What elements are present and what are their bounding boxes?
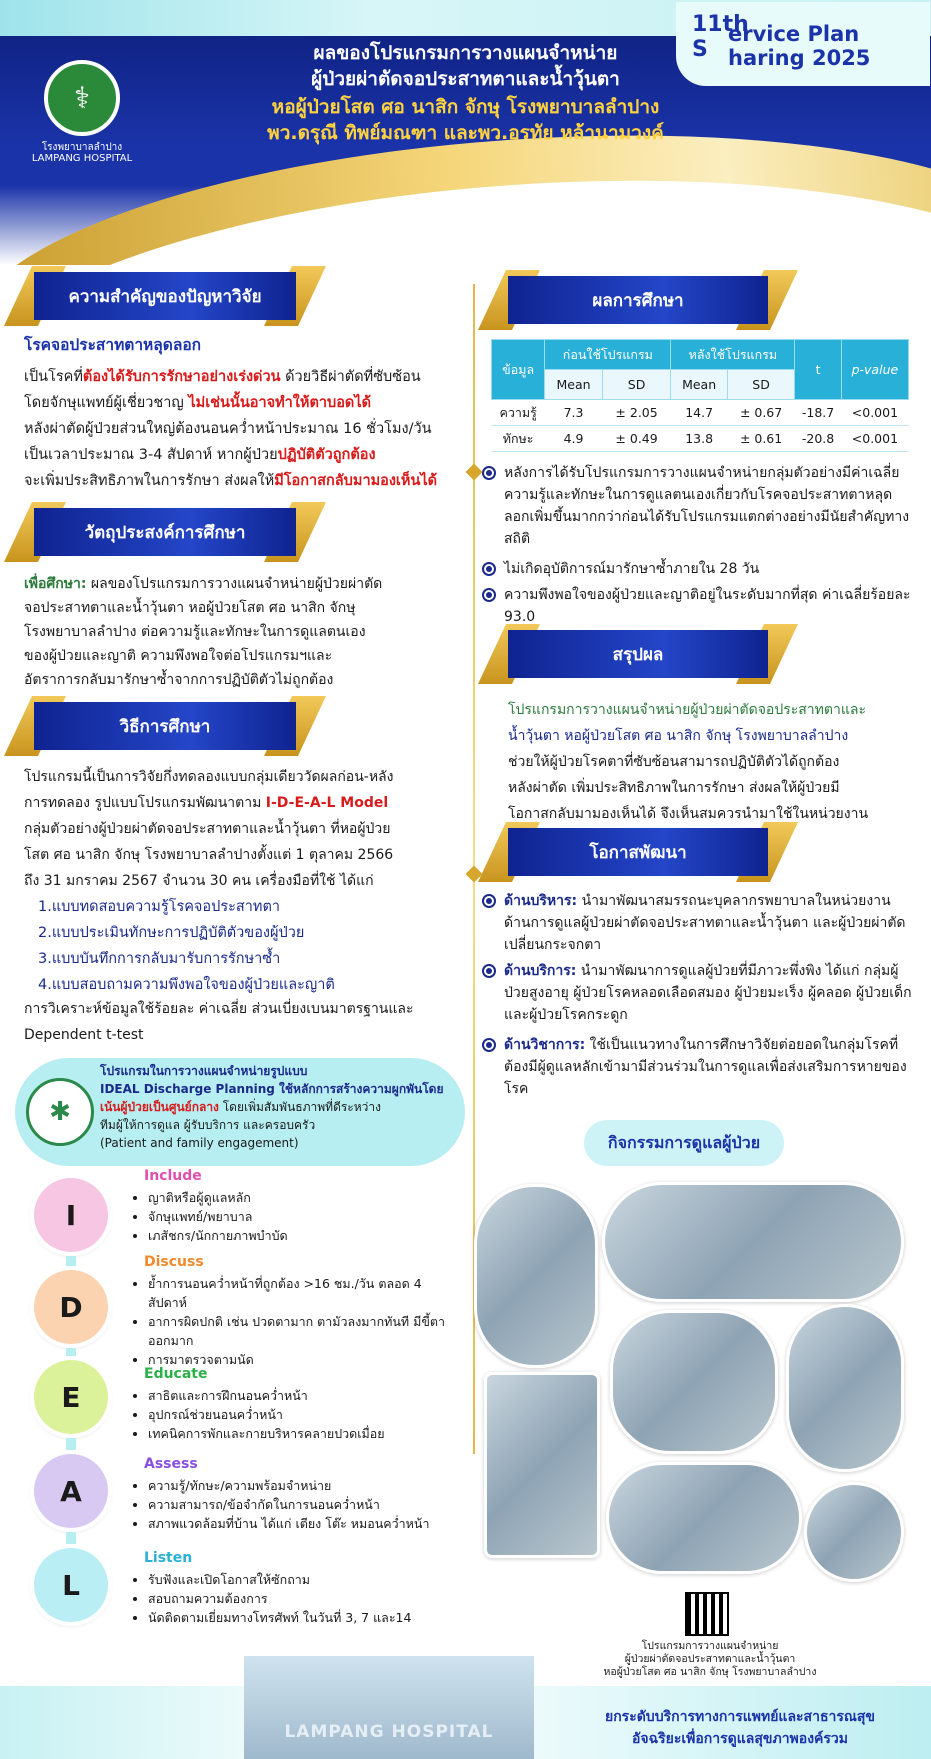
text: นำมาพัฒนาสมรรถนะบุคลากรพยาบาลในหน่วยงานด้านการดูแลผู้ป่วยผ่าตัดจอประสาทตาและน้ำวุ้นตา และผู้ป่วยผ่าตัดเปลี่ยนกระจกตา [504,893,906,953]
text: โดยจักษุแพทย์ผู้เชี่ยวชาญ [24,395,189,411]
table-cell: 4.9 [545,426,602,452]
bullet-icon [482,466,496,480]
list-item: • เทคนิคการพักและกายบริหารคลายปวดเมื่อย [148,1424,385,1443]
photo [602,1182,904,1302]
table-cell: ± 0.49 [602,426,671,452]
section-results [508,276,768,324]
text-red: เน้นผู้ป่วยเป็นศูนย์กลาง [100,1100,219,1114]
title-line-3: หอผู้ป่วยโสต ศอ นาสิก จักษุ โรงพยาบาลลำปาง [271,96,660,118]
col-after: หลังใช้โปรแกรม [671,340,795,370]
table-cell: -18.7 [795,400,841,426]
text: ใช้เป็นแนวทางในการศึกษาวิจัยต่อยอดในกลุ่มโรคที่ต้องมีผู้ดูแลหลักเข้ามามีส่วนร่วมในการดูแลเพื่อส่งเสริมการหายของโรค [504,1037,907,1097]
table-row [492,426,909,452]
hospital-name: LAMPANG HOSPITAL [284,1722,494,1742]
text: หลังผ่าตัด เพิ่มประสิทธิภาพในการรักษา ส่งผลให้ผู้ป่วยมี [508,780,840,796]
listen-items [132,1570,462,1627]
tools-list [38,894,335,998]
text: นำมาพัฒนาการดูแลผู้ป่วยที่มีภาวะพึ่งพิง ได้แก่ กลุ่มผู้ป่วยสูงอายุ ผู้ป่วยโรคหลอดเลือดสมอง ผู้ป่วยมะเร็ง ผู้คลอด ผู้ป่วยเด็ก และผู้ป่วยโรคกระดูก [504,963,912,1023]
photo [474,1184,598,1368]
text: จะเพิ่มประสิทธิภาพในการรักษา ส่งผลให้ [24,473,275,489]
table-cell: ความรู้ [492,400,545,426]
list-item: 3.แบบบันทึกการกลับมารับการรักษาซ้ำ [38,951,281,967]
text: อัจฉริยะเพื่อการดูแลสุขภาพองค์รวม [631,1731,848,1747]
text-red: I-D-E-A-L Model [265,795,389,811]
text: ด้านบริหาร: [504,893,578,909]
section-development [508,828,768,876]
list-item: • รับฟังและเปิดโอกาสให้ซักถาม [148,1570,462,1589]
phase-educate: Educate [144,1366,208,1382]
table-row [492,400,909,426]
text: เป็นโรคที่ [24,369,83,385]
photo [606,1462,802,1574]
sub-mean: Mean [671,370,727,400]
text: ด้านวิชาการ: [504,1037,586,1053]
text: โปรแกรมการวางแผนจำหน่ายผู้ป่วยผ่าตัดจอประสาทตาและ [508,702,866,718]
connector [66,1348,76,1360]
result-bullet [482,462,912,550]
educate-items [132,1386,385,1443]
bullet-icon [482,894,496,908]
footer-slogan [560,1706,920,1750]
list-item: • สภาพแวดล้อมที่บ้าน ได้แก่ เตียง โต๊ะ หมอนคว่ำหน้า [148,1514,462,1533]
text: ของผู้ป่วยและญาติ ความพึงพอใจต่อโปรแกรมฯและ [24,648,333,664]
table-cell: <0.001 [841,426,908,452]
list-item: • การมาตรวจตามนัด [148,1350,462,1369]
table-cell: <0.001 [841,400,908,426]
text: (Patient and family engagement) [100,1136,299,1150]
phase-assess: Assess [144,1456,198,1472]
list-item: • สาธิตและการฝึกนอนคว่ำหน้า [148,1386,385,1405]
phase-listen: Listen [144,1550,193,1566]
photo [786,1304,904,1472]
text-red: ต้องได้รับการรักษาอย่างเร่งด่วน [82,369,281,385]
phase-include: Include [144,1168,202,1184]
ideal-letter-d: D [34,1270,108,1344]
col-data: ข้อมูล [492,340,545,400]
list-item: • นัดติดตามเยี่ยมทางโทรศัพท์ ในวันที่ 3, 7 และ14 [148,1608,462,1627]
objective-paragraph [24,572,464,692]
development-bullet [482,960,912,1026]
connector [66,1532,76,1544]
photo [610,1310,778,1454]
text: ไม่เกิดอุบัติการณ์มารักษาซ้ำภายใน 28 วัน [504,561,760,577]
text: โปรแกรมในการวางแผนจำหน่ายรูปแบบ [100,1064,308,1078]
connector [66,1256,76,1268]
text: อัตราการกลับมารักษาซ้ำจากการปฏิบัติตัวไม่ถูกต้อง [24,672,334,688]
bullet-icon [482,588,496,602]
list-item: 2.แบบประเมินทักษะการปฏิบัติตัวของผู้ป่วย [38,925,305,941]
text-red: ไม่เช่นนั้นอาจทำให้ตาบอดได้ [188,395,372,411]
bullet-icon [482,1038,496,1052]
text: กลุ่มตัวอย่างผู้ป่วยผ่าตัดจอประสาทตาและน้ำวุ้นตา ที่หอผู้ป่วย [24,821,391,837]
text: โสต ศอ นาสิก จักษุ โรงพยาบาลลำปางตั้งแต่ 1 ตุลาคม 2566 [24,847,394,863]
list-item: 4.แบบสอบถามความพึงพอใจของผู้ป่วยและญาติ [38,977,335,993]
list-item: • ย้ำการนอนคว่ำหน้าที่ถูกต้อง >16 ชม./วัน ตลอด 4 สัปดาห์ [148,1274,462,1312]
list-item: • ความรู้/ทักษะ/ความพร้อมจำหน่าย [148,1476,462,1495]
text: หลังการได้รับโปรแกรมการวางแผนจำหน่ายกลุ่มตัวอย่างมีค่าเฉลี่ยความรู้และทักษะในการดูแลตนเองเกี่ยวกับโรคจอประสาทตาหลุดลอกเพิ่มขึ้นมากกว่าก่อนได้รับโปรแกรมแตกต่างอย่างมีนัยสำคัญทางสถิติ [504,465,910,547]
text: ความพึงพอใจของผู้ป่วยและญาติอยู่ในระดับมากที่สุด ค่าเฉลี่ยร้อยละ 93.0 [504,587,911,625]
ideal-letter-l: L [34,1548,108,1622]
section-method [34,702,296,750]
text-red: ปฏิบัติตัวถูกต้อง [277,447,376,463]
bullet-icon [482,562,496,576]
ideal-letter-e: E [34,1360,108,1434]
text: โปรแกรมนี้เป็นการวิจัยกึ่งทดลองแบบกลุ่มเดียววัดผลก่อน-หลัง [24,769,394,785]
analysis-paragraph [24,996,464,1048]
bullet-icon [482,964,496,978]
text: ยกระดับบริการทางการแพทย์และสาธารณสุข [605,1709,875,1725]
text: หอผู้ป่วยโสต ศอ นาสิก จักษุ โรงพยาบาลลำปาง [603,1666,817,1678]
hospital-photo [244,1656,534,1759]
text: โดยเพิ่มสัมพันธภาพที่ดีระหว่าง [218,1100,381,1114]
network-icon: ✱ [26,1078,94,1146]
text: ช่วยให้ผู้ป่วยโรคตาที่ซับซ้อนสามารถปฏิบัติตัวได้ถูกต้อง [508,754,840,770]
sub-mean: Mean [545,370,602,400]
results-table [491,339,909,452]
development-bullet [482,1034,912,1100]
title-line-1: ผลของโปรแกรมการวางแผนจำหน่าย [313,42,618,64]
result-bullet [482,584,912,628]
text: โปรแกรมการวางแผนจำหน่าย [641,1640,779,1652]
importance-paragraph [24,364,464,494]
text: ถึง 31 มกราคม 2567 จำนวน 30 คน เครื่องมือที่ใช้ ได้แก่ [24,873,374,889]
method-paragraph [24,764,464,894]
ideal-letter-a: A [34,1454,108,1528]
table-cell: ± 0.67 [727,400,794,426]
include-items [132,1188,288,1245]
activities-label: กิจกรรมการดูแลผู้ป่วย [584,1120,784,1166]
ideal-letter-i: I [34,1178,108,1252]
section-method-label: วิธีการศึกษา [119,716,211,737]
objective-lead: เพื่อศึกษา: [24,576,87,592]
qr-caption [580,1640,840,1679]
section-objective [34,508,296,556]
assess-items [132,1476,462,1533]
section-development-label: โอกาสพัฒนา [589,842,687,863]
moph-logo-icon: ⚕ [44,60,120,136]
section-conclusion-label: สรุปผล [612,644,664,665]
text: IDEAL Discharge Planning [100,1082,280,1096]
section-importance-label: ความสำคัญของปัญหาวิจัย [68,286,262,307]
text: ทีมผู้ให้การดูแล ผู้รับบริการ และครอบครัว [100,1118,316,1132]
text: การทดลอง รูปแบบโปรแกรมพัฒนาตาม [24,795,266,811]
text: เป็นเวลาประมาณ 3-4 สัปดาห์ หากผู้ป่วย [24,447,278,463]
list-item: • ความสามารถ/ข้อจำกัดในการนอนคว่ำหน้า [148,1495,462,1514]
text: ใช้หลักการสร้างความผูกพันโดย [279,1082,444,1096]
section-objective-label: วัตถุประสงค์การศึกษา [84,522,246,543]
text: ผู้ป่วยผ่าตัดจอประสาทตาและน้ำวุ้นตา [624,1653,796,1665]
col-p: p-value [841,340,908,400]
service-plan-badge [676,2,930,86]
text: Dependent t-test [24,1027,144,1043]
divider-diamond-icon [466,464,483,481]
text: โอกาสกลับมามองเห็นได้ จึงเห็นสมควรนำมาใช้ในหน่วยงาน [508,806,869,822]
development-bullet [482,890,912,956]
text-red: มีโอกาสกลับมามองเห็นได้ [274,473,438,489]
section-importance [34,272,296,320]
section-conclusion [508,630,768,678]
table-cell: ± 0.61 [727,426,794,452]
col-t: t [795,340,841,400]
table-cell: 7.3 [545,400,602,426]
qr-code-icon[interactable] [685,1592,729,1636]
text: หลังผ่าตัดผู้ป่วยส่วนใหญ่ต้องนอนคว่ำหน้าประมาณ 16 ชั่วโมง/วัน [24,421,432,437]
result-bullet [482,558,912,580]
photo [484,1372,600,1558]
text: น้ำวุ้นตา หอผู้ป่วยโสต ศอ นาสิก จักษุ โรงพยาบาลลำปาง [508,728,849,744]
table-cell: 13.8 [671,426,727,452]
sub-sd: SD [602,370,671,400]
discuss-items [132,1274,462,1369]
phase-discuss: Discuss [144,1254,204,1270]
service-plan-line-2: haring 2025 [728,46,871,70]
authors: พว.ดรุณี ทิพย์มณฑา และพว.อรทัย หล้านามวงค์ [267,122,664,144]
ideal-intro-text [100,1062,460,1152]
logo-caption: โรงพยาบาลลำปาง LAMPANG HOSPITAL [31,142,133,164]
list-item: 1.แบบทดสอบความรู้โรคจอประสาทตา [38,899,281,915]
connector [66,1438,76,1450]
service-plan-line-1: ervice Plan [728,22,860,46]
text: การวิเคราะห์ข้อมูลใช้ร้อยละ ค่าเฉลี่ย ส่วนเบี่ยงเบนมาตรฐานและ [24,1001,414,1017]
sub-sd: SD [727,370,794,400]
service-plan-number: 11th S [692,12,749,62]
col-before: ก่อนใช้โปรแกรม [545,340,671,370]
title-line-2: ผู้ป่วยผ่าตัดจอประสาทตาและน้ำวุ้นตา [311,68,620,90]
conclusion-paragraph [508,697,918,827]
list-item: • อุปกรณ์ช่วยนอนคว่ำหน้า [148,1405,385,1424]
text: ผลของโปรแกรมการวางแผนจำหน่ายผู้ป่วยผ่าตัด [86,576,383,592]
section-results-label: ผลการศึกษา [592,290,684,311]
table-cell: ± 2.05 [602,400,671,426]
table-cell: -20.8 [795,426,841,452]
list-item: • อาการผิดปกติ เช่น ปวดตามาก ตามัวลงมากทันที มีขี้ตาออกมาก [148,1312,462,1350]
text: จอประสาทตาและน้ำวุ้นตา หอผู้ป่วยโสต ศอ นาสิก จักษุ [24,600,356,616]
table-cell: ทักษะ [492,426,545,452]
text: โรงพยาบาลลำปาง ต่อความรู้และทักษะในการดูแลตนเอง [24,624,366,640]
header-banner [0,0,931,265]
text: ด้านบริการ: [504,963,577,979]
photo [804,1482,904,1582]
list-item: • เภสัชกร/นักกายภาพบำบัด [148,1226,288,1245]
list-item: • สอบถามความต้องการ [148,1589,462,1608]
text: ด้วยวิธีผ่าตัดที่ซับซ้อน [280,369,421,385]
divider-diamond-icon [466,866,483,883]
list-item: • ญาติหรือผู้ดูแลหลัก [148,1188,288,1207]
table-cell: 14.7 [671,400,727,426]
importance-heading: โรคจอประสาทตาหลุดลอก [24,336,202,354]
list-item: • จักษุแพทย์/พยาบาล [148,1207,288,1226]
